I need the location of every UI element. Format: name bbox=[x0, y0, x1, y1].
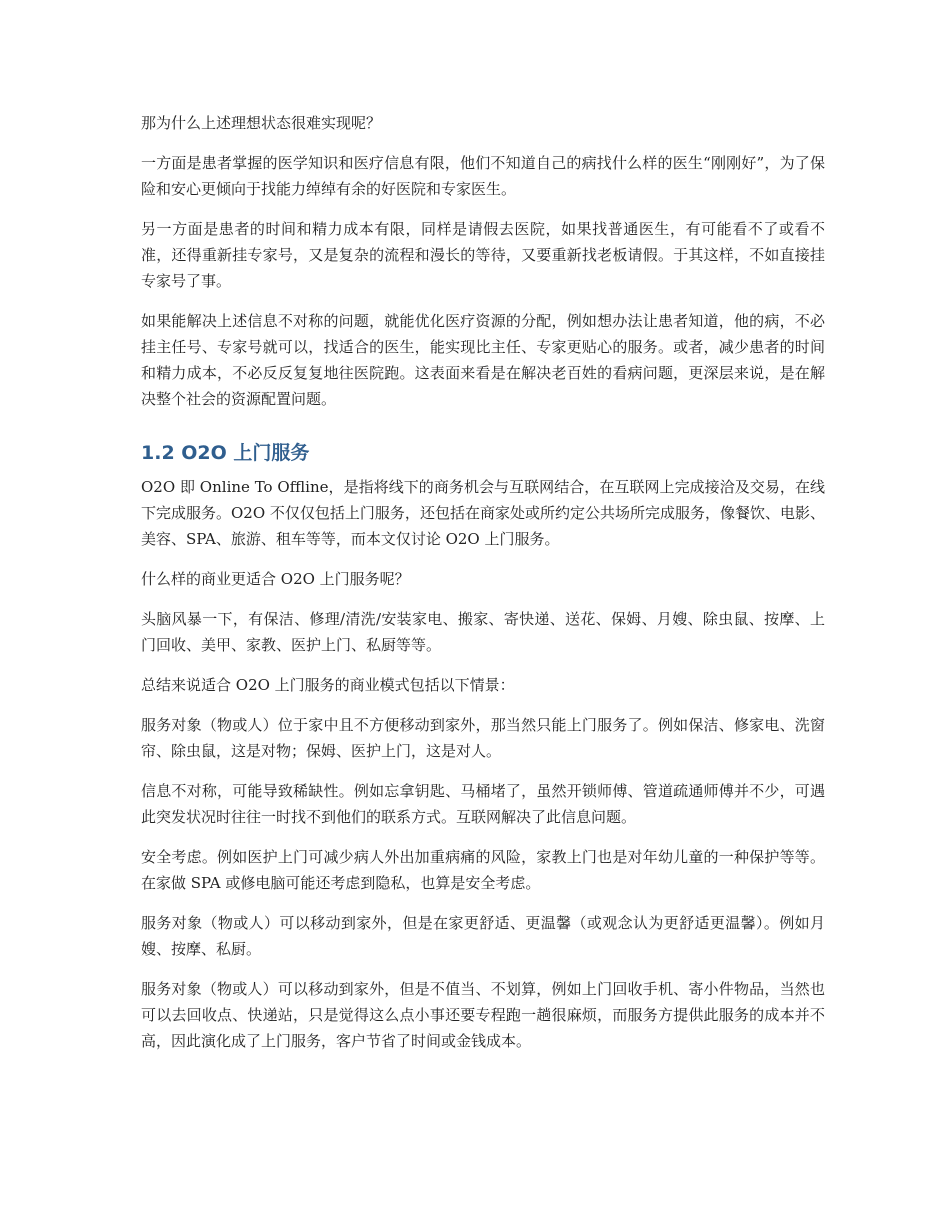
paragraph: 安全考虑。例如医护上门可减少病人外出加重病痛的风险，家教上门也是对年幼儿童的一种保护等等。在家做 SPA 或修电脑可能还考虑到隐私，也算是安全考虑。 bbox=[141, 848, 825, 892]
paragraph: 那为什么上述理想状态很难实现呢？ bbox=[141, 114, 382, 132]
paragraph: 服务对象（物或人）可以移动到家外，但是在家更舒适、更温馨（或观念认为更舒适更温馨）。例如月嫂、按摩、私厨。 bbox=[141, 914, 825, 958]
paragraph: 服务对象（物或人）可以移动到家外，但是不值当、不划算，例如上门回收手机、寄小件物品，当然也可以去回收点、快递站，只是觉得这么点小事还要专程跑一趟很麻烦，而服务方提供此服务的成本并不高，因此演化成了上门服务，客户节省了时间或金钱成本。 bbox=[141, 980, 825, 1050]
paragraph: 服务对象（物或人）位于家中且不方便移动到家外，那当然只能上门服务了。例如保洁、修家电、洗窗帘、除虫鼠，这是对物；保姆、医护上门，这是对人。 bbox=[141, 716, 825, 760]
paragraph: 头脑风暴一下，有保洁、修理/清洗/安装家电、搬家、寄快递、送花、保姆、月嫂、除虫鼠、按摩、上门回收、美甲、家教、医护上门、私厨等等。 bbox=[141, 610, 825, 654]
paragraph: 一方面是患者掌握的医学知识和医疗信息有限，他们不知道自己的病找什么样的医生“刚刚好”，为了保险和安心更倾向于找能力绰绰有余的好医院和专家医生。 bbox=[141, 154, 825, 198]
paragraph: 另一方面是患者的时间和精力成本有限，同样是请假去医院，如果找普通医生，有可能看不了或看不准，还得重新挂专家号，又是复杂的流程和漫长的等待，又要重新找老板请假。于其这样，不如直接挂专家号了事。 bbox=[141, 220, 825, 290]
document-body bbox=[141, 110, 825, 1068]
paragraph: 什么样的商业更适合 O2O 上门服务呢？ bbox=[141, 570, 410, 588]
paragraph: 总结来说适合 O2O 上门服务的商业模式包括以下情景： bbox=[141, 676, 515, 694]
paragraph: O2O 即 Online To Offline，是指将线下的商务机会与互联网结合，在互联网上完成接洽及交易，在线下完成服务。O2O 不仅仅包括上门服务，还包括在商家处或所约定公共场所完成服务，像餐饮、电影、美容、SPA、旅游、租车等等，而本文仅讨论 O2O 上门服务。 bbox=[141, 478, 825, 548]
paragraph: 如果能解决上述信息不对称的问题，就能优化医疗资源的分配，例如想办法让患者知道，他的病，不必挂主任号、专家号就可以，找适合的医生，能实现比主任、专家更贴心的服务。或者，减少患者的时间和精力成本，不必反反复复地往医院跑。这表面来看是在解决老百姓的看病问题，更深层来说，是在解决整个社会的资源配置问题。 bbox=[141, 312, 825, 408]
paragraph: 信息不对称，可能导致稀缺性。例如忘拿钥匙、马桶堵了，虽然开锁师傅、管道疏通师傅并不少，可遇此突发状况时往往一时找不到他们的联系方式。互联网解决了此信息问题。 bbox=[141, 782, 825, 826]
section-heading: 1.2 O2O 上门服务 bbox=[141, 442, 310, 464]
